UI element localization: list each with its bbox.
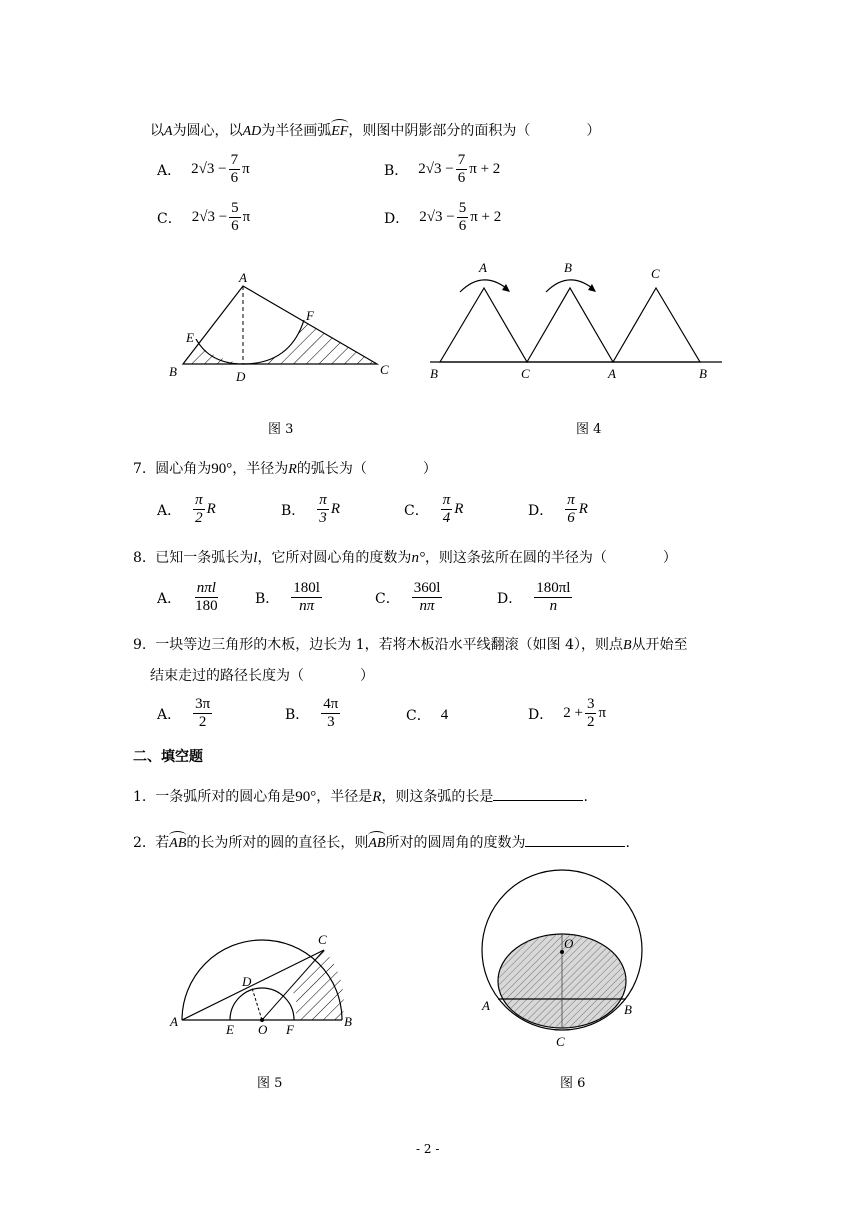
- option-prefix: 2√3 −: [191, 161, 227, 178]
- label-a: A: [239, 270, 247, 285]
- q6-option-d[interactable]: [384, 200, 501, 236]
- q9-option-d[interactable]: D． 2 + $\frac{3}{2}$ π: [528, 696, 607, 731]
- label-a: A: [170, 1014, 178, 1029]
- label-top-b: B: [564, 260, 572, 275]
- option-suffix: π + 2: [470, 209, 502, 226]
- figure-6: [474, 868, 654, 1058]
- option-prefix: 2√3 −: [191, 209, 228, 226]
- q7-option-d[interactable]: D． $\frac{\pi}{6}$ R: [528, 492, 588, 527]
- q8-option-c[interactable]: C． $\frac{360l}{n\pi}$: [375, 580, 441, 615]
- page-number: - 2 -: [416, 1142, 440, 1156]
- label-f: F: [286, 1022, 294, 1037]
- q7-option-a[interactable]: A． $\frac{\pi}{2}$ R: [157, 492, 216, 527]
- label-d: D: [236, 369, 246, 384]
- label-bottom-b2: B: [699, 366, 707, 381]
- fill-q2: 2. 若AB的长为所对的圆的直径长，则AB所对的圆周角的度数为 .: [133, 835, 630, 851]
- label-bottom-a: A: [608, 366, 616, 381]
- triangle-2: [527, 288, 613, 362]
- q7-stem: 7. 圆心角为90°，半径为R的弧长为（ ）: [133, 461, 437, 477]
- label-f: F: [306, 308, 314, 323]
- label-d: D: [242, 974, 252, 989]
- arrowhead-2: [588, 284, 596, 292]
- option-fraction: $\frac{7}{6}$: [230, 152, 239, 187]
- q6-arc-ef: EF: [331, 124, 349, 139]
- label-b: B: [624, 1002, 632, 1017]
- segment-od: [252, 988, 262, 1020]
- q9-option-c[interactable]: C． 4: [406, 706, 449, 724]
- option-label: B．: [384, 162, 409, 179]
- label-b: B: [169, 364, 177, 379]
- label-e: E: [186, 330, 194, 345]
- label-bottom-b: B: [430, 366, 438, 381]
- option-suffix: π + 2: [469, 161, 501, 178]
- figure-6-caption: 图 6: [560, 1076, 586, 1091]
- option-prefix: 2√3 −: [418, 161, 454, 178]
- q6-text: 为圆心，以: [172, 123, 243, 139]
- q7-option-b[interactable]: B． $\frac{\pi}{3}$ R: [281, 492, 340, 527]
- q8-option-a[interactable]: A． $\frac{\text{nπl}}{180}$: [157, 580, 218, 615]
- q9-stem-line2: 结束走过的路径长度为（ ）: [150, 668, 374, 684]
- label-top-c: C: [651, 266, 660, 281]
- q6-option-b[interactable]: [384, 152, 500, 188]
- option-prefix: 2√3 −: [419, 209, 455, 226]
- fill-q1: 1. 一条弧所对的圆心角是90°，半径是R，则这条弧的长是 .: [133, 789, 588, 805]
- option-fraction: $\frac{5}{6}$: [231, 200, 239, 235]
- label-o: O: [258, 1022, 268, 1037]
- answer-blank[interactable]: [525, 846, 625, 847]
- label-o: O: [564, 936, 574, 951]
- q8-option-b[interactable]: B． $\frac{180l}{n\pi}$: [255, 580, 320, 615]
- option-label: A．: [157, 162, 182, 179]
- figure-5: [166, 928, 366, 1040]
- q6-text: 为半径画弧: [261, 123, 332, 139]
- label-top-a: A: [479, 260, 487, 275]
- figure-5-caption: 图 5: [257, 1076, 283, 1091]
- q6-var-a: A: [164, 124, 173, 139]
- label-e: E: [226, 1022, 234, 1037]
- q6-text: ，则图中阴影部分的面积为（ ）: [348, 123, 601, 139]
- option-label: C．: [157, 210, 182, 227]
- option-label: D．: [384, 210, 410, 227]
- figure-4-caption: 图 4: [576, 422, 602, 437]
- q9-option-b[interactable]: B． $\frac{4\pi}{3}$: [285, 696, 339, 731]
- label-bottom-c: C: [521, 366, 530, 381]
- option-suffix: π: [242, 209, 251, 226]
- q6-var-ad: AD: [242, 124, 262, 139]
- q9-stem-line1: 9. 一块等边三角形的木板，边长为 1，若将木板沿水平线翻滚（如图 4），则点B从开始至: [133, 637, 688, 653]
- q6-stem: [150, 120, 600, 140]
- figure-4: [424, 258, 724, 382]
- q9-option-a[interactable]: A． $\frac{3\pi}{2}$: [157, 696, 211, 731]
- q7-option-c[interactable]: C． $\frac{\pi}{4}$ R: [404, 492, 464, 527]
- figure-3: [160, 268, 400, 388]
- label-c: C: [318, 932, 327, 947]
- label-b: B: [344, 1014, 352, 1029]
- label-a: A: [482, 998, 490, 1013]
- answer-blank[interactable]: [493, 800, 583, 801]
- q6-option-a[interactable]: [157, 152, 250, 188]
- q8-stem: 8. 已知一条弧长为l，它所对圆心角的度数为n°，则这条弦所在圆的半径为（ ）: [133, 550, 677, 566]
- option-suffix: π: [242, 161, 250, 178]
- triangle-1: [440, 288, 527, 362]
- triangle-3: [613, 288, 700, 362]
- figure-3-caption: 图 3: [268, 422, 294, 437]
- label-c: C: [556, 1034, 565, 1049]
- arrowhead-1: [502, 284, 510, 292]
- section-title: 二、填空题: [133, 749, 203, 765]
- q6-option-c[interactable]: [157, 200, 250, 236]
- q6-text: 以: [150, 123, 164, 139]
- label-c: C: [380, 362, 389, 377]
- option-fraction: $\frac{5}{6}$: [458, 200, 467, 235]
- option-fraction: $\frac{7}{6}$: [457, 152, 466, 187]
- q8-option-d[interactable]: D． $\frac{180\pi l}{n}$: [497, 580, 571, 615]
